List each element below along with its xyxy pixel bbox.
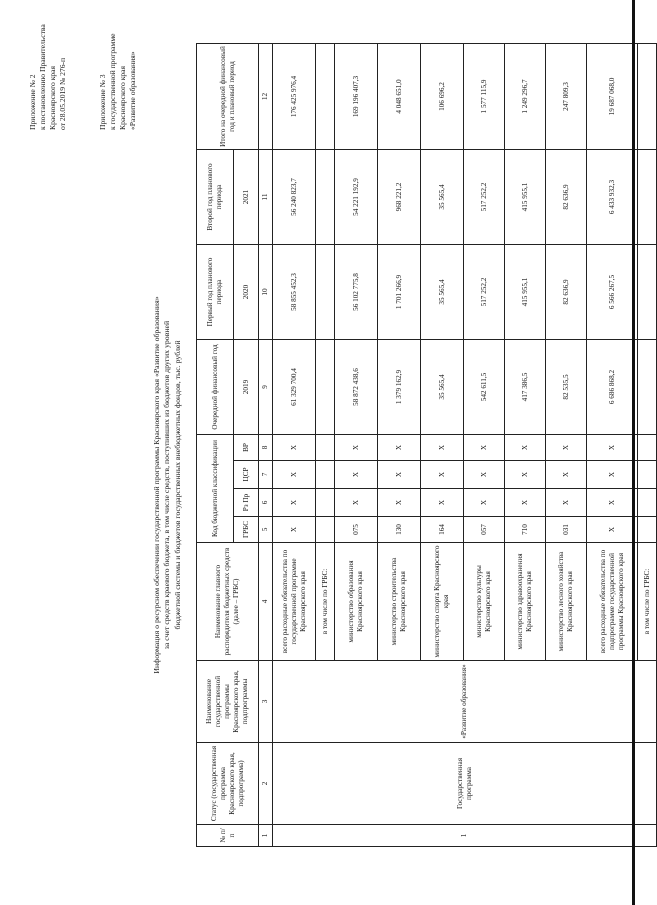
cell-v2021: 35 565,4 [421,150,464,245]
page-edge-line [632,0,635,905]
col-number: 2 [259,743,273,825]
cell-vr [316,435,335,461]
cell-v2019 [316,340,335,435]
cell-grbs: 057 [464,517,505,543]
cell-rzpr: Х [378,489,421,517]
cell-vr: Х [273,435,316,461]
header-2020: Первый год планового периода [197,245,234,340]
cell-v2021 [316,150,335,245]
title-line: за счет средств краевого бюджета, в том числе средств, поступивших из бюджетов других уровней [162,320,172,650]
cell-grbs: 710 [505,517,546,543]
cell-rzpr: Х [421,489,464,517]
header-2019: Очередной финансовый год [197,340,234,435]
cell-name: всего расходные обязательства по подпрограмме государственной программы Красноярского края [587,543,638,661]
program-num: 1 [273,825,657,847]
cell-csr: Х [421,461,464,489]
cell-vr: Х [587,435,638,461]
cell-v2020 [316,245,335,340]
document-title [152,125,183,845]
cell-grbs [638,517,657,543]
col-number: 4 [259,543,273,661]
header-status: Статус (государственная программа Красноярского края, подпрограмма) [197,743,259,825]
cell-total [316,44,335,150]
cell-total: 169 196 407,3 [335,44,378,150]
cell-name: министерство здравоохранения Красноярского края [505,543,546,661]
col-number: 7 [259,461,273,489]
cell-v2020: 82 636,9 [546,245,587,340]
cell-csr: Х [505,461,546,489]
cell-v2019: 35 565,4 [421,340,464,435]
table-row [273,44,316,847]
header-year-2021: 2021 [234,150,259,245]
cell-v2019: 542 611,5 [464,340,505,435]
cell-name: министерство образования Красноярского края [335,543,378,661]
col-number: 6 [259,489,273,517]
header-name: Наименование государственной программы Красноярского края, подпрограммы [197,661,259,743]
cell-name: министерство лесного хозяйства Красноярского края [546,543,587,661]
cell-grbs: 031 [546,517,587,543]
cell-name: министерство строительства Красноярского края [378,543,421,661]
cell-v2021: 82 636,9 [546,150,587,245]
header-csr: ЦСР [234,461,259,489]
header-grbs-name: Наименование главного распорядителя бюджетных средств (далее – ГРБС) [197,543,259,661]
cell-v2019: 417 386,5 [505,340,546,435]
cell-v2021: 968 221,2 [378,150,421,245]
appendix-line: «Развитие образования» [128,51,137,130]
cell-grbs: 075 [335,517,378,543]
cell-rzpr: Х [273,489,316,517]
appendix-line: Красноярского края [118,65,127,130]
appendix-note [28,24,68,130]
cell-v2021 [638,150,657,245]
cell-vr [638,435,657,461]
cell-rzpr [638,489,657,517]
col-number: 9 [259,340,273,435]
cell-total: 19 687 068,0 [587,44,638,150]
cell-grbs: Х [587,517,638,543]
header-2021: Второй год планового периода [197,150,234,245]
title-line: бюджетной системы и бюджетов государственных внебюджетных фондов, тыс. рублей [172,340,182,630]
cell-v2020: 1 701 266,9 [378,245,421,340]
appendix-line: Красноярского края [48,65,57,130]
cell-rzpr: Х [335,489,378,517]
cell-rzpr: Х [464,489,505,517]
col-number: 11 [259,150,273,245]
cell-v2020: 56 102 775,8 [335,245,378,340]
cell-vr: Х [546,435,587,461]
cell-name: министерство культуры Красноярского края [464,543,505,661]
col-number: 12 [259,44,273,150]
cell-grbs: 130 [378,517,421,543]
appendix-line: к постановлению Правительства [38,24,47,130]
column-number-row [259,44,273,847]
cell-name: в том числе по ГРБС: [316,543,335,661]
appendix-line: Приложение № 2 [28,74,37,130]
cell-csr: Х [587,461,638,489]
table-body [273,44,657,847]
cell-grbs: Х [273,517,316,543]
header-row [197,44,234,847]
cell-vr: Х [378,435,421,461]
cell-grbs [316,517,335,543]
cell-v2021: 517 252,2 [464,150,505,245]
cell-csr: Х [546,461,587,489]
cell-v2019: 61 329 700,4 [273,340,316,435]
program-status: Государственная программа [273,743,657,825]
cell-name: министерство спорта Красноярского края [421,543,464,661]
col-number: 8 [259,435,273,461]
col-number: 5 [259,517,273,543]
cell-rzpr: Х [505,489,546,517]
cell-rzpr: Х [546,489,587,517]
cell-v2021: 54 221 192,9 [335,150,378,245]
cell-grbs: 164 [421,517,464,543]
cell-v2019: 82 535,5 [546,340,587,435]
cell-v2019: 6 686 868,2 [587,340,638,435]
cell-v2019: 1 379 162,9 [378,340,421,435]
appendix-line: от 28.05.2019 № 276-п [58,57,67,130]
header-kbk: Код бюджетной классификации [197,435,234,543]
cell-total: 1 249 296,7 [505,44,546,150]
cell-csr [638,461,657,489]
cell-rzpr [316,489,335,517]
header-rzpr: Рз Пр [234,489,259,517]
cell-vr: Х [335,435,378,461]
cell-v2021: 6 433 932,3 [587,150,638,245]
appendix-note-2 [98,33,138,130]
cell-rzpr: Х [587,489,638,517]
cell-v2020: 58 855 452,3 [273,245,316,340]
header-year-2019: 2019 [234,340,259,435]
header-grbs: ГРБС [234,517,259,543]
cell-csr: Х [378,461,421,489]
cell-vr: Х [505,435,546,461]
cell-v2020: 6 566 267,5 [587,245,638,340]
title-line: Информация о ресурсном обеспечении государственной программы Красноярского края «Развитие образования» [152,296,161,674]
header-num: № п/п [197,825,259,847]
cell-total: 1 577 115,9 [464,44,505,150]
cell-v2020: 517 252,2 [464,245,505,340]
cell-v2020 [638,245,657,340]
program-name: «Развитие образования» [273,661,657,743]
cell-v2019 [638,340,657,435]
cell-total: 247 809,3 [546,44,587,150]
cell-csr: Х [464,461,505,489]
header-total: Итого на очередной финансовый год и плановый период [197,44,259,150]
cell-vr: Х [464,435,505,461]
col-number: 3 [259,661,273,743]
cell-total: 106 696,2 [421,44,464,150]
cell-total: 176 425 976,4 [273,44,316,150]
col-number: 10 [259,245,273,340]
cell-v2020: 35 565,4 [421,245,464,340]
header-year-2020: 2020 [234,245,259,340]
cell-vr: Х [421,435,464,461]
cell-csr: Х [335,461,378,489]
cell-csr: Х [273,461,316,489]
cell-name: в том числе по ГРБС: [638,543,657,661]
col-number: 1 [259,825,273,847]
cell-total: 4 048 651,0 [378,44,421,150]
cell-total [638,44,657,150]
cell-v2021: 415 955,1 [505,150,546,245]
resource-table [196,43,657,847]
cell-v2020: 415 955,1 [505,245,546,340]
appendix-line: к государственной программе [108,33,117,130]
header-vr: ВР [234,435,259,461]
appendix-line: Приложение № 3 [98,74,107,130]
cell-v2021: 56 240 823,7 [273,150,316,245]
cell-csr [316,461,335,489]
cell-v2019: 58 872 438,6 [335,340,378,435]
cell-name: всего расходные обязательства по государственной программе Красноярского края [273,543,316,661]
